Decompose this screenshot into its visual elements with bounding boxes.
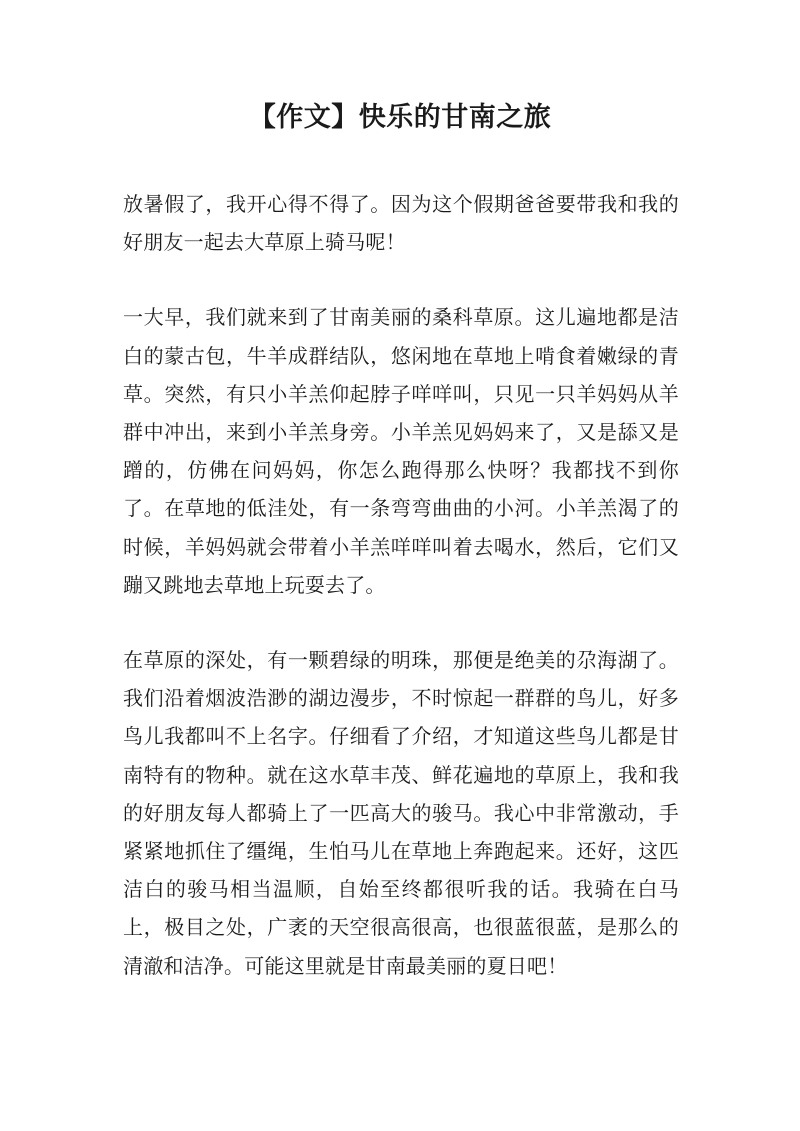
document-body	[123, 185, 679, 1022]
document-title: 【作文】快乐的甘南之旅	[248, 102, 552, 133]
paragraph-3: 在草原的深处，有一颗碧绿的明珠，那便是绝美的尕海湖了。我们沿着烟波浩渺的湖边漫步，不时惊起一群群的鸟儿，好多鸟儿我都叫不上名字。仔细看了介绍，才知道这些鸟儿都是甘南特有的物种。就在这水草丰茂、鲜花遍地的草原上，我和我的好朋友每人都骑上了一匹高大的骏马。我心中非常激动，手紧紧地抓住了缰绳，生怕马儿在草地上奔跑起来。还好，这匹洁白的骏马相当温顺，自始至终都很听我的话。我骑在白马上，极目之处，广袤的天空很高很高，也很蓝很蓝，是那么的清澈和洁净。可能这里就是甘南最美丽的夏日吧！	[123, 648, 679, 978]
paragraph-2: 一大早，我们就来到了甘南美丽的桑科草原。这儿遍地都是洁白的蒙古包，牛羊成群结队，悠闲地在草地上啃食着嫩绿的青草。突然，有只小羊羔仰起脖子咩咩叫，只见一只羊妈妈从羊群中冲出，来到小羊羔身旁。小羊羔见妈妈来了，又是舔又是蹭的，仿佛在问妈妈，你怎么跑得那么快呀？我都找不到你了。在草地的低洼处，有一条弯弯曲曲的小河。小羊羔渴了的时候，羊妈妈就会带着小羊羔咩咩叫着去喝水，然后，它们又蹦又跳地去草地上玩耍去了。	[123, 305, 679, 597]
paragraph-1: 放暑假了，我开心得不得了。因为这个假期爸爸要带我和我的好朋友一起去大草原上骑马呢！	[123, 192, 679, 255]
